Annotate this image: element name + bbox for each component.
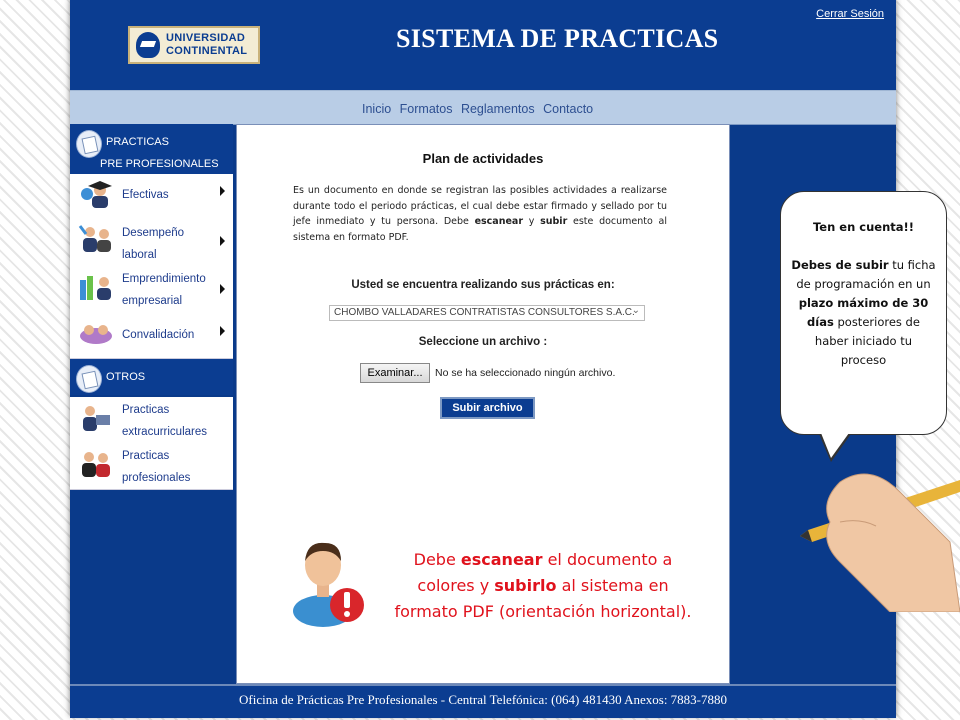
logo-line1: UNIVERSIDAD (166, 32, 246, 44)
warning-bold: subirlo (494, 576, 557, 595)
document-icon (76, 130, 102, 158)
callout-text: posteriores de haber iniciado tu proceso (814, 315, 920, 367)
nav-item-inicio[interactable]: Inicio (362, 102, 392, 116)
sidebar-item-convalidacion[interactable] (70, 314, 233, 358)
warning-message (393, 547, 693, 625)
sidebar-item-label: Practicas extracurriculares (122, 404, 207, 438)
top-nav (70, 90, 896, 125)
handshake-icon (78, 320, 114, 348)
graduate-icon (78, 180, 114, 208)
sidebar-item-label: Convalidación (122, 329, 195, 341)
sidebar-item-profesionales[interactable] (70, 443, 233, 489)
description (293, 183, 667, 245)
sidebar-item-label: Emprendimiento empresarial (122, 273, 206, 307)
sidebar-item-label: Efectivas (122, 189, 169, 201)
nav-item-reglamentos[interactable]: Reglamentos (460, 102, 535, 116)
team-icon (78, 224, 114, 252)
students-icon (78, 403, 114, 431)
arrow-right-icon (220, 284, 225, 294)
main-content (236, 124, 730, 684)
sidebar-item-efectivas[interactable] (70, 174, 233, 218)
browse-button[interactable]: Examinar... (360, 363, 430, 383)
sidebar-section-title: OTROS (106, 371, 146, 383)
hand-pencil-illustration (800, 462, 960, 612)
warning-text: Debe (413, 550, 461, 569)
footer: Oficina de Prácticas Pre Profesionales - Central Telefónica: (064) 481430 Anexos: 7883-7880 (70, 684, 896, 718)
callout-bold: plazo máximo de 30 días (798, 296, 929, 329)
arrow-right-icon (220, 326, 225, 336)
logo-line2: CONTINENTAL (166, 45, 248, 57)
sidebar-section-otros (70, 359, 233, 395)
sidebar-item-label: Practicas profesionales (122, 450, 191, 484)
callout-bubble (780, 191, 947, 435)
sidebar-section-title: PRACTICAS (106, 136, 169, 148)
description-bold: escanear (474, 216, 524, 227)
arrow-right-icon (220, 186, 225, 196)
logout-link[interactable]: Cerrar Sesión (816, 8, 884, 20)
arrow-right-icon (220, 236, 225, 246)
company-label: Usted se encuentra realizando sus prácticas en: (351, 279, 615, 291)
description-bold: subir (540, 216, 568, 227)
warning-text: el documento a colores y (417, 550, 673, 595)
nav-item-contacto[interactable]: Contacto (543, 102, 594, 116)
sidebar-menu-practicas (70, 174, 233, 359)
section-title: Plan de actividades (422, 151, 544, 166)
file-label: Seleccione un archivo : (418, 336, 548, 348)
sidebar-menu-otros (70, 397, 233, 490)
page-title: SISTEMA DE PRACTICAS (396, 24, 719, 53)
sidebar-item-emprendimiento[interactable] (70, 266, 233, 314)
header (70, 0, 896, 90)
sidebar-item-label: Desempeño laboral (122, 227, 185, 261)
warning-bold: escanear (460, 550, 543, 569)
business-icon (78, 272, 114, 300)
company-select[interactable]: CHOMBO VALLADARES CONTRATISTAS CONSULTORES S.A.C. ⌄ (329, 305, 645, 321)
nav-item-formatos[interactable]: Formatos (399, 102, 453, 116)
callout-bold: Debes de subir (791, 258, 889, 272)
upload-button[interactable]: Subir archivo (440, 397, 535, 419)
callout-text: tu ficha de programación en un (796, 258, 936, 291)
sidebar (70, 124, 233, 490)
sidebar-section-practicas (70, 124, 233, 174)
app-frame (70, 0, 896, 716)
professionals-icon (78, 449, 114, 477)
warning-text: al sistema en formato PDF (orientación horizontal). (394, 576, 692, 621)
no-file-text: No se ha seleccionado ningún archivo. (435, 367, 616, 379)
description-text: y (523, 216, 541, 227)
user-warning-icon (289, 537, 369, 627)
sidebar-item-desempeno[interactable] (70, 218, 233, 266)
description-text: Es un documento en donde se registran las posibles actividades a realizarse durante todo el periodo prácticas, el cual debe estar firmado y sellado por tu jefe inmediato y tu persona. Debe (293, 185, 667, 227)
sidebar-item-extracurriculares[interactable] (70, 397, 233, 443)
description-text: este documento al sistema en formato PDF. (293, 216, 667, 243)
callout-heading: Ten en cuenta!! (812, 220, 915, 234)
sidebar-section-subtitle: PRE PROFESIONALES (100, 158, 219, 170)
logo-mark-icon (136, 32, 160, 58)
callout-tail-fill (821, 433, 849, 458)
document-icon (76, 365, 102, 393)
university-logo (128, 26, 260, 64)
